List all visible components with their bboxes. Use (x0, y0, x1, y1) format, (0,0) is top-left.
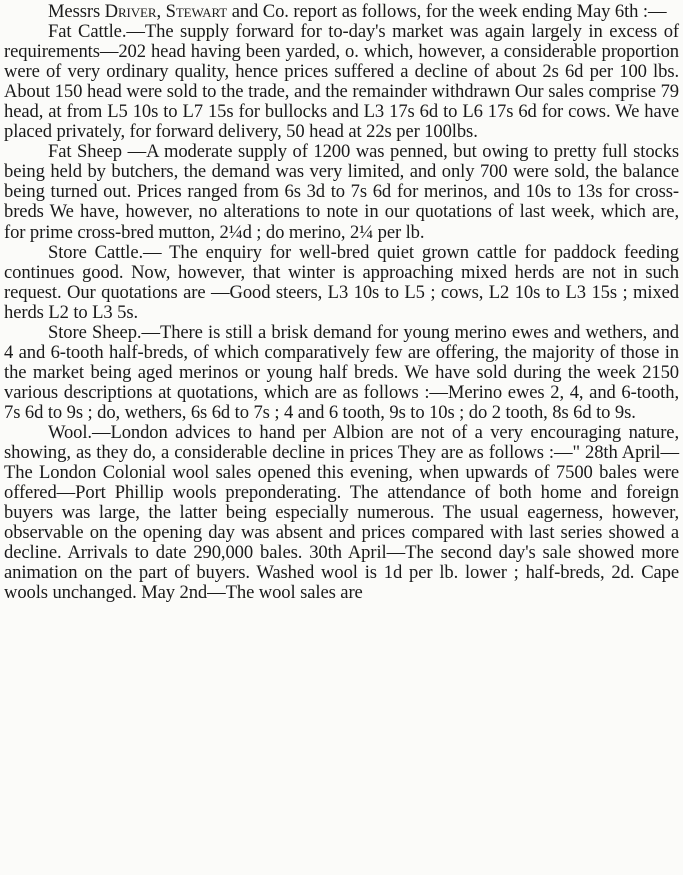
store-cattle-heading: Store Cattle. (48, 241, 144, 263)
wool-heading: Wool. (48, 421, 92, 443)
firm-separator: , (156, 1, 166, 22)
wool-paragraph (4, 423, 679, 603)
fat-cattle-paragraph (4, 22, 679, 142)
store-cattle-paragraph (4, 243, 679, 323)
market-report-column (4, 2, 679, 603)
wool-text: —London advices to hand per Albion are not of a very encouraging nature, showing, as they do, a considerable decline in prices They are as follows :—" 28th April—The London Colonial wool sales opened this evening, when upwards of 7500 bales were offered—Port Phillip wools preponderating. The attendance of both home and foreign buyers was large, the latter being especially numerous. The usual eagerness, however, observable on the opening day was absent and prices compared with last series showed a decline. Arrivals to date 290,000 bales. 30th April—The second day's sale showed more animation on the part of buyers. Washed wool is 1d per lb. lower ; half-breds, 2d. Cape wools unchanged. May 2nd—The wool sales are (4, 421, 679, 604)
firm-s: s (92, 1, 105, 22)
fat-sheep-heading: Fat Sheep (48, 141, 122, 163)
intro-rest: and Co. report as follows, for the week ending May 6th :— (227, 1, 667, 22)
fat-cattle-heading: Fat Cattle. (48, 21, 127, 43)
firm-prefix: Mess (48, 1, 87, 22)
store-sheep-paragraph (4, 323, 679, 423)
store-cattle-text: — The enquiry for well-bred quiet grown cattle for paddock feeding continues good. Now, however, that winter is approaching mixed herds are not in such request. Our quotations are —Good steers, L3 10s to L5 ; cows, L2 10s to L3 15s ; mixed herds L2 to L3 5s. (4, 241, 679, 323)
intro-paragraph (4, 2, 679, 22)
store-sheep-heading: Store Sheep. (48, 321, 142, 343)
firm-apostrophe: r (86, 1, 93, 22)
firm-name-stewart: Stewart (165, 1, 228, 22)
fat-cattle-text: —The supply forward for to-day's market was again largely in excess of requirements—202 head having been yarded, o. which, however, a considerable proportion were of very ordinary quality, hence prices suffered a decline of about 2s 6d per 100 lbs. About 150 head were sold to the trade, and the remainder withdrawn Our sales comprise 79 head, at from L5 10s to L7 15s for bullocks and L3 17s 6d to L6 17s 6d for cows. We have placed privately, for forward delivery, 50 head at 22s per 100lbs. (4, 21, 679, 143)
firm-name-driver: Driver (104, 1, 157, 22)
fat-sheep-paragraph (4, 142, 679, 242)
store-sheep-text: —There is still a brisk demand for young merino ewes and wethers, and 4 and 6-tooth half-breds, of which comparatively few are offering, the majority of those in the market being aged merinos or young half breds. We have sold during the week 2150 various descriptions at quotations, which are as follows :—Merino ewes 2, 4, and 6-tooth, 7s 6d to 9s ; do, wethers, 6s 6d to 7s ; 4 and 6 tooth, 9s to 10s ; do 2 tooth, 8s 6d to 9s. (4, 321, 679, 423)
fat-sheep-text: —A moderate supply of 1200 was penned, but owing to pretty full stocks being held by butchers, the demand was very limited, and only 700 were sold, the balance being turned out. Prices ranged from 6s 3d to 7s 6d for merinos, and 10s to 13s for cross-breds We have, however, no alterations to note in our quotations of last week, which are, for prime cross-bred mutton, 2¼d ; do merino, 2¼ per lb. (4, 141, 679, 243)
